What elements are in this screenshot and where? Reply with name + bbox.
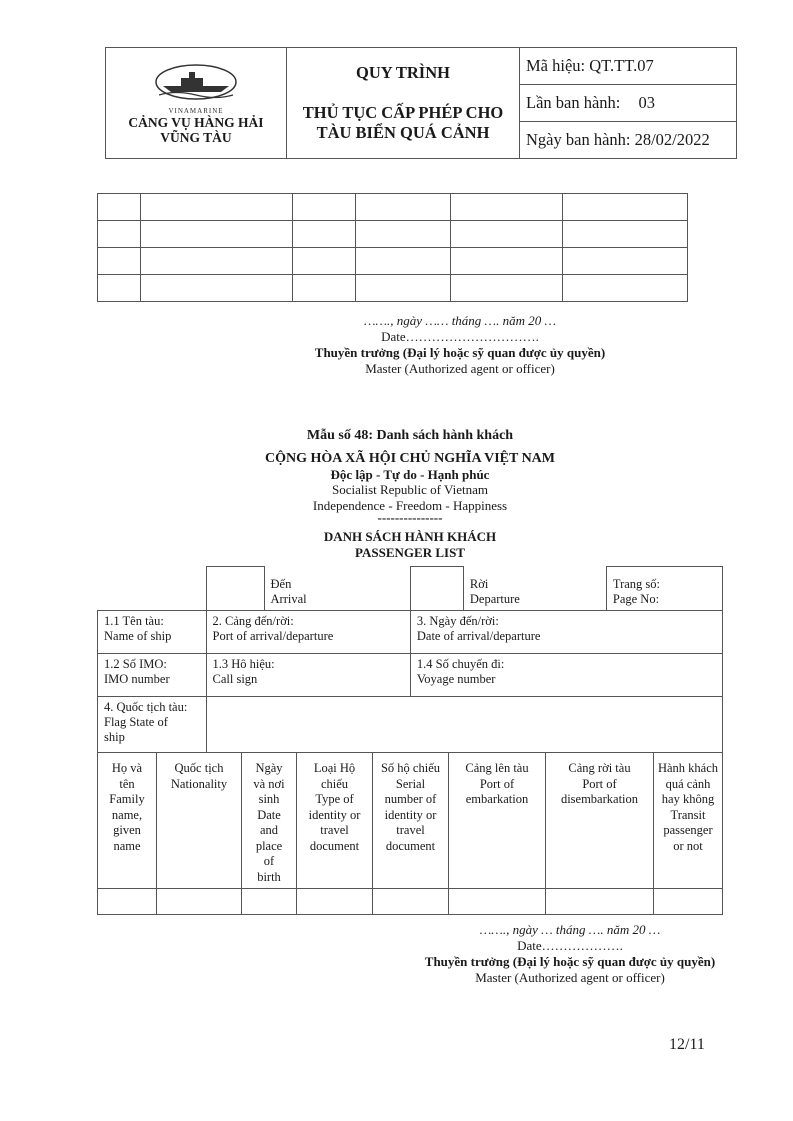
ship-name-vi: 1.1 Tên tàu: [104, 614, 164, 628]
motto-en: Independence - Freedom - Happiness [312, 497, 508, 513]
call-sign-field[interactable] [206, 654, 410, 697]
sign2-date-en: Date………………. [517, 938, 623, 953]
column-header-line: of [263, 854, 275, 868]
page-no-vi: Trang số: [612, 577, 660, 591]
table-row [98, 275, 688, 302]
column-header-line: number of [384, 792, 437, 806]
republic-heading [0, 451, 793, 560]
column-header-line: Ngày [255, 761, 283, 775]
vinamarine-ship-logo-icon [151, 62, 241, 102]
org-name-line2: VŨNG TÀU [160, 129, 232, 145]
col-doc-number [373, 753, 449, 889]
table-row [98, 697, 723, 753]
date-field[interactable] [410, 611, 722, 654]
departure-vi: Rời [469, 576, 489, 591]
column-header-line: Date [257, 807, 281, 822]
passenger-form [97, 566, 723, 753]
flag-vi: 4. Quốc tịch tàu: [104, 700, 188, 714]
page-no-en: Page No: [612, 592, 660, 606]
page-no-field[interactable] [606, 567, 722, 611]
col-name [98, 753, 157, 889]
column-header-line: Transit [670, 807, 706, 822]
column-header-line: identity or [308, 807, 361, 822]
column-header-line: sinh [258, 792, 280, 806]
col-transit [654, 753, 723, 889]
flag-en-1: Flag State of [104, 715, 168, 729]
table-row [98, 889, 723, 915]
column-header-line: disembarkation [560, 792, 639, 806]
column-header-line: quá cảnh [665, 776, 711, 791]
imo-field[interactable] [98, 654, 207, 697]
flag-state-field[interactable] [206, 697, 723, 753]
cell-input[interactable] [157, 889, 242, 915]
column-header-line: name, [111, 807, 143, 822]
sign-role-en: Master (Authorized agent or officer) [365, 361, 555, 376]
flag-en-2: ship [104, 730, 125, 744]
column-header-line: given [113, 823, 141, 837]
column-header-line: Port of [582, 776, 617, 791]
arrival-checkbox[interactable] [206, 567, 264, 611]
column-header-row [98, 753, 723, 889]
column-header-line: document [385, 838, 436, 853]
arrival-vi: Đến [270, 576, 292, 591]
table-row [98, 611, 723, 654]
column-header-line: and [259, 823, 279, 837]
column-header-line: passenger [663, 823, 713, 837]
issue-date: Ngày ban hành: 28/02/2022 [520, 122, 737, 159]
form-heading [0, 428, 793, 444]
departure-label [463, 567, 606, 611]
doc-code: Mã hiệu: QT.TT.07 [520, 48, 737, 85]
column-header-line: Serial [395, 776, 426, 791]
issue-number: 03 [638, 93, 656, 112]
column-header-line: Family [109, 792, 145, 806]
cell-input[interactable] [242, 889, 297, 915]
col-nationality [157, 753, 242, 889]
column-header-line: Họ và [111, 761, 143, 775]
departure-en: Departure [469, 591, 520, 606]
page-number: 12/11 [669, 1036, 705, 1053]
column-header-line: và nơi [253, 776, 285, 791]
cell-input[interactable] [546, 889, 654, 915]
col-doc-type [297, 753, 373, 889]
column-header-line: Hành khách [657, 761, 719, 775]
voyage-en: Voyage number [416, 672, 496, 686]
cell-input[interactable] [297, 889, 373, 915]
flag-state-label [98, 697, 207, 753]
ship-name-en: Name of ship [104, 629, 172, 643]
divider: --------------- [377, 510, 443, 525]
voyage-field[interactable] [410, 654, 722, 697]
org-cell [106, 48, 287, 159]
arrival-label [264, 567, 410, 611]
table-row [98, 221, 688, 248]
logo-text: VINAMARINE [168, 106, 224, 115]
cell-input[interactable] [373, 889, 449, 915]
column-header-line: Port of [479, 776, 515, 791]
port-field[interactable] [206, 611, 410, 654]
voyage-vi: 1.4 Số chuyến đi: [416, 657, 505, 671]
column-header-line: or not [673, 838, 703, 853]
issue-label: Lần ban hành: [526, 93, 621, 112]
table-row [98, 248, 688, 275]
cell-input[interactable] [449, 889, 546, 915]
column-header-line: Loại Hộ [313, 761, 356, 775]
column-header-line: name [113, 838, 141, 853]
arrival-en: Arrival [270, 591, 307, 606]
sign2-role-en: Master (Authorized agent or officer) [475, 970, 665, 985]
cell-input[interactable] [654, 889, 723, 915]
column-header-line: Số hộ chiếu [380, 761, 441, 775]
port-vi: 2. Cảng đến/rời: [212, 614, 294, 628]
col-birth [242, 753, 297, 889]
sign2-role-vi: Thuyền trưởng (Đại lý hoặc sỹ quan được ủy quyền) [424, 954, 716, 969]
ship-name-field[interactable] [98, 611, 207, 654]
date-vi: 3. Ngày đến/rời: [416, 614, 499, 628]
form-number: Mẫu số 48: Danh sách hành khách [306, 428, 514, 443]
sign-date-en: Date…………………………. [381, 329, 539, 344]
imo-vi: 1.2 Số IMO: [104, 657, 167, 671]
document-header [105, 47, 737, 159]
column-header-line: Quốc tịch [174, 761, 224, 775]
date-en: Date of arrival/departure [416, 629, 541, 643]
signature-block-2 [370, 922, 770, 986]
republic-en: Socialist Republic of Vietnam [331, 482, 489, 497]
passenger-columns-table [97, 752, 723, 915]
doc-type: QUY TRÌNH [356, 63, 450, 82]
imo-en: IMO number [104, 672, 170, 686]
table-row [98, 654, 723, 697]
column-header-line: document [309, 838, 360, 853]
column-header-line: Nationality [170, 776, 228, 791]
motto-vi: Độc lập - Tự do - Hạnh phúc [330, 466, 490, 482]
signature-block-1 [260, 313, 660, 377]
title-cell [287, 48, 520, 159]
col-embarkation [449, 753, 546, 889]
column-header-line: Cảng rời tàu [568, 761, 631, 775]
list-title-vi: DANH SÁCH HÀNH KHÁCH [323, 529, 497, 544]
column-header-line: chiếu [320, 776, 349, 791]
call-sign-vi: 1.3 Hô hiệu: [212, 657, 275, 671]
sign2-date-vi: ……., ngày … tháng …. năm 20 … [479, 922, 661, 937]
column-header-line: embarkation [465, 792, 529, 806]
table-row [98, 567, 723, 611]
column-header-line: identity or [384, 807, 437, 822]
org-name-line1: CẢNG VỤ HÀNG HẢI [128, 114, 264, 130]
column-header-line: Cảng lên tàu [465, 761, 529, 775]
list-title-en: PASSENGER LIST [355, 544, 465, 560]
column-header-line: birth [257, 869, 281, 884]
doc-title-line2: TÀU BIỂN QUÁ CẢNH [316, 123, 490, 142]
republic-vi: CỘNG HÒA XÃ HỘI CHỦ NGHĨA VIỆT NAM [264, 451, 555, 466]
col-disembarkation [546, 753, 654, 889]
table-row [98, 194, 688, 221]
blank-table [97, 193, 688, 302]
issue-cell [520, 85, 737, 122]
column-header-line: travel [320, 823, 349, 837]
column-header-line: tên [119, 776, 135, 791]
column-header-line: travel [396, 823, 425, 837]
column-header-line: Type of [315, 792, 354, 806]
doc-title-line1: THỦ TỤC CẤP PHÉP CHO [302, 103, 504, 122]
column-header-line: hay không [661, 792, 715, 806]
sign-role-vi: Thuyền trưởng (Đại lý hoặc sỹ quan được ủy quyền) [314, 345, 606, 360]
call-sign-en: Call sign [212, 672, 258, 686]
cell-input[interactable] [98, 889, 157, 915]
sign-date-vi: ……., ngày …… tháng …. năm 20 … [363, 313, 557, 328]
port-en: Port of arrival/departure [212, 629, 334, 643]
column-header-line: place [255, 838, 283, 853]
departure-checkbox[interactable] [410, 567, 463, 611]
